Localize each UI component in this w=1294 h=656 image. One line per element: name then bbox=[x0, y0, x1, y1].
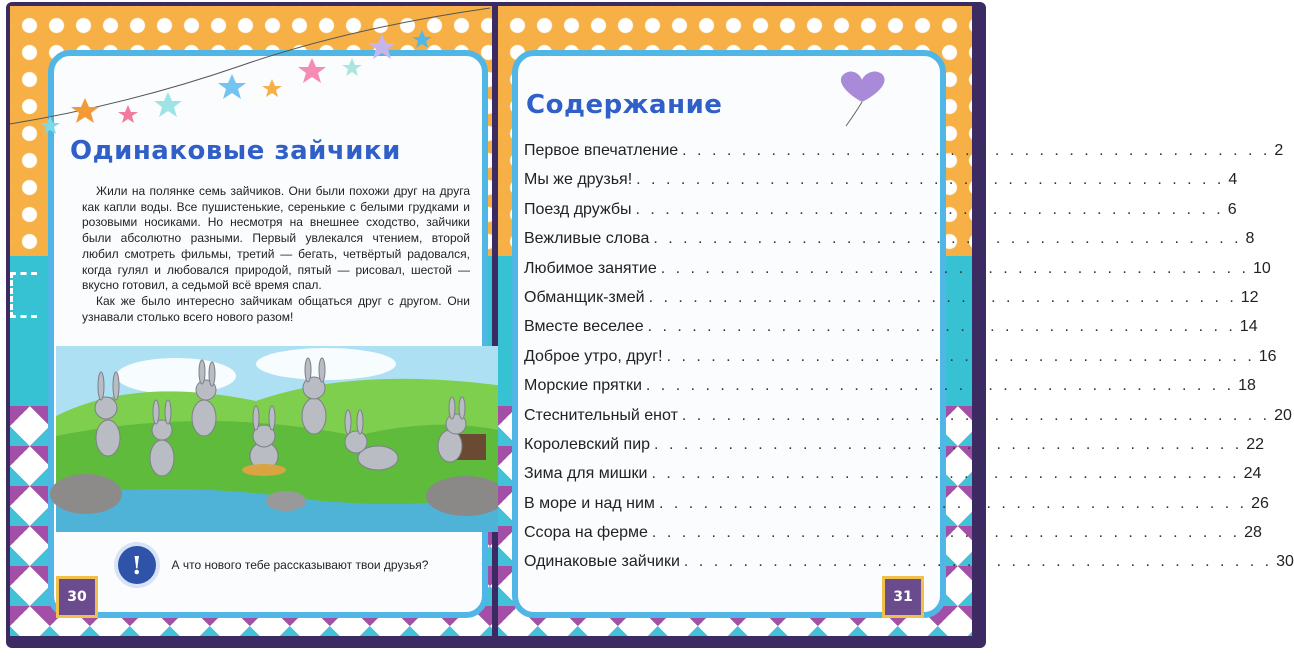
toc-dot-leader: . . . . . . . . . . . . . . . . . . . . . . . . . . . . . . . . . . . . . . . . bbox=[651, 524, 1241, 542]
toc-dot-leader: . . . . . . . . . . . . . . . . . . . . . . . . . . . . . . . . . . . . . . . . bbox=[648, 288, 1237, 306]
toc-entry-page: 12 bbox=[1240, 288, 1259, 306]
toc-entry-label: Мы же друзья! bbox=[524, 171, 633, 189]
toc-entry bbox=[524, 494, 1269, 524]
toc-entry bbox=[524, 553, 1294, 582]
toc-entry-label: Любимое занятие bbox=[524, 259, 657, 277]
toc-entry-page: 22 bbox=[1246, 435, 1265, 453]
toc-title: Содержание bbox=[526, 90, 723, 120]
toc-entry-page: 2 bbox=[1274, 142, 1284, 159]
toc-entry-label: Одинаковые зайчики bbox=[524, 553, 680, 571]
story-paragraph-2: Как же было интересно зайчикам общаться друг с другом. Они узнавали столько всего нового разом! bbox=[82, 293, 470, 324]
discussion-question bbox=[118, 546, 458, 584]
toc-entry-label: Королевский пир bbox=[524, 435, 651, 453]
toc-entry-page: 10 bbox=[1252, 259, 1271, 277]
toc-entry bbox=[524, 259, 1271, 289]
toc-entry bbox=[524, 406, 1292, 436]
toc-entry-page: 14 bbox=[1239, 318, 1258, 336]
story-text bbox=[82, 184, 470, 325]
toc-entry-label: Обманщик-змей bbox=[524, 288, 645, 306]
toc-entry bbox=[524, 347, 1277, 377]
toc-dot-leader: . . . . . . . . . . . . . . . . . . . . . . . . . . . . . . . . . . . . . . . . bbox=[645, 377, 1235, 395]
toc-dot-leader: . . . . . . . . . . . . . . . . . . . . . . . . . . . . . . . . . . . . . . . . bbox=[681, 406, 1271, 424]
toc-entry bbox=[524, 200, 1237, 230]
toc-entry-label: Поезд дружбы bbox=[524, 200, 632, 218]
toc-dot-leader: . . . . . . . . . . . . . . . . . . . . . . . . . . . . . . . . . . . . . . . . bbox=[660, 259, 1249, 277]
toc-dot-leader: . . . . . . . . . . . . . . . . . . . . . . . . . . . . . . . . . . . . . . . . bbox=[658, 494, 1248, 512]
toc-entry-page: 18 bbox=[1238, 377, 1256, 395]
toc-dot-leader: . . . . . . . . . . . . . . . . . . . . . . . . . . . . . . . . . . . . . . . . bbox=[647, 318, 1236, 336]
toc-entry bbox=[524, 142, 1284, 171]
toc-entry bbox=[524, 377, 1256, 406]
star-garland-illustration bbox=[10, 6, 492, 146]
toc-entry bbox=[524, 435, 1265, 465]
story-title: Одинаковые зайчики bbox=[70, 136, 401, 166]
left-page bbox=[10, 6, 492, 636]
page-number-left: 30 bbox=[56, 576, 98, 618]
toc-entry-page: 24 bbox=[1243, 465, 1262, 483]
toc-dot-leader: . . . . . . . . . . . . . . . . . . . . . . . . . . . . . . . . . . . . . . . . bbox=[683, 553, 1273, 571]
toc-entry-label: Доброе утро, друг! bbox=[524, 347, 663, 365]
toc-entry-label: Морские прятки bbox=[524, 377, 642, 395]
toc-entry-label: Зима для мишки bbox=[524, 465, 648, 483]
toc-dot-leader: . . . . . . . . . . . . . . . . . . . . . . . . . . . . . . . . . . . . . . . . bbox=[666, 347, 1255, 365]
toc-dot-leader: . . . . . . . . . . . . . . . . . . . . . . . . . . . . . . . . . . . . . . . . bbox=[682, 142, 1271, 159]
toc-entry-label: Вежливые слова bbox=[524, 230, 650, 248]
page-number-right: 31 bbox=[882, 576, 924, 618]
toc-dot-leader: . . . . . . . . . . . . . . . . . . . . . . . . . . . . . . . . . . . . . . . . bbox=[651, 465, 1240, 483]
toc-entry-label: Первое впечатление bbox=[524, 142, 679, 159]
toc-entry bbox=[524, 465, 1262, 494]
toc-entry-page: 28 bbox=[1244, 524, 1262, 542]
toc-entry bbox=[524, 230, 1255, 259]
question-text: А что нового тебе рассказывают твои друзья? bbox=[171, 558, 429, 572]
toc-entry-page: 26 bbox=[1251, 494, 1269, 512]
toc-entry-label: В море и над ним bbox=[524, 494, 655, 512]
bunnies-meadow-illustration bbox=[56, 346, 504, 532]
toc-dot-leader: . . . . . . . . . . . . . . . . . . . . . . . . . . . . . . . . . . . . . . . . bbox=[635, 200, 1224, 218]
toc-entry-label: Стеснительный енот bbox=[524, 406, 678, 424]
toc-entry-page: 30 bbox=[1276, 553, 1294, 571]
right-page bbox=[498, 6, 1294, 636]
dashed-decoration bbox=[10, 272, 37, 318]
toc-entry bbox=[524, 524, 1262, 553]
table-of-contents bbox=[524, 142, 1294, 583]
story-paragraph-1: Жили на полянке семь зайчиков. Они были похожи друг на друга как капли воды. Все пушистенькие, серенькие с белыми грудками и розовыми носиками. Но несмотря на внешнее сходство, зайчики были абсолютно разными. Первый увлекался чтением, второй любил смотреть фильмы, третий — бегать, четвёртый радовался, когда гулял и любовался природой, пятый — рисовал, шестой — вкусно готовил, а седьмой всё время спал. bbox=[82, 184, 470, 293]
toc-entry bbox=[524, 318, 1258, 347]
toc-entry-page: 8 bbox=[1245, 230, 1255, 248]
exclamation-icon: ! bbox=[118, 546, 156, 584]
toc-entry-page: 16 bbox=[1258, 347, 1277, 365]
toc-entry bbox=[524, 288, 1259, 318]
toc-dot-leader: . . . . . . . . . . . . . . . . . . . . . . . . . . . . . . . . . . . . . . . . bbox=[636, 171, 1225, 189]
toc-entry bbox=[524, 171, 1238, 200]
star-icon bbox=[40, 30, 432, 134]
heart-balloon-icon bbox=[826, 68, 896, 132]
toc-dot-leader: . . . . . . . . . . . . . . . . . . . . . . . . . . . . . . . . . . . . . . . . bbox=[654, 435, 1243, 453]
toc-dot-leader: . . . . . . . . . . . . . . . . . . . . . . . . . . . . . . . . . . . . . . . . bbox=[653, 230, 1242, 248]
toc-entry-label: Ссора на ферме bbox=[524, 524, 648, 542]
toc-entry-page: 6 bbox=[1227, 200, 1237, 218]
toc-entry-page: 20 bbox=[1274, 406, 1292, 424]
toc-entry-page: 4 bbox=[1228, 171, 1238, 189]
toc-entry-label: Вместе веселее bbox=[524, 318, 644, 336]
